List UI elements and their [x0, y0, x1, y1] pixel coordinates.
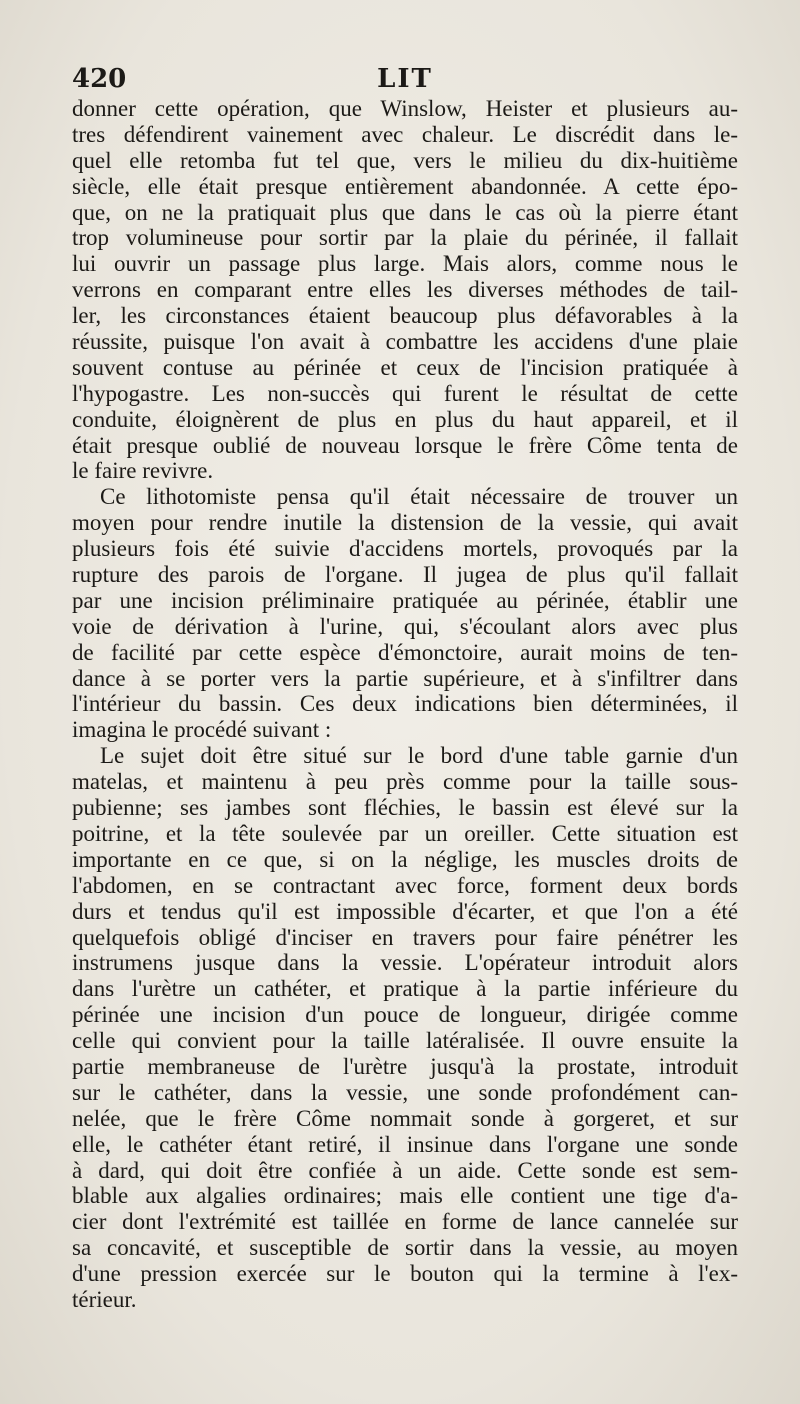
text-line: siècle, elle était presque entièrement abandonnée. A cette épo- — [72, 173, 738, 199]
text-line: imagina le procédé suivant : — [72, 717, 332, 743]
paragraph — [72, 96, 738, 484]
text-line: Ce lithotomiste pensa qu'il était nécessaire de trouver un — [100, 484, 738, 510]
text-line: réussite, puisque l'on avait à combattre les accidens d'une plaie — [72, 329, 738, 355]
paragraph — [72, 743, 738, 1313]
text-line: par une incision préliminaire pratiquée au périnée, établir une — [72, 587, 738, 613]
text-line: importante en ce que, si on la néglige, les muscles droits de — [72, 846, 738, 872]
running-title: LIT — [377, 64, 433, 94]
text-line: partie membraneuse de l'urètre jusqu'à la prostate, introduit — [72, 1053, 738, 1079]
text-line: quelquefois obligé d'inciser en travers pour faire pénétrer les — [72, 924, 738, 950]
text-line: de facilité par cette espèce d'émonctoire, aurait moins de ten- — [72, 639, 738, 665]
text-line: celle qui convient pour la taille latéralisée. Il ouvre ensuite la — [72, 1028, 738, 1054]
text-line: l'intérieur du bassin. Ces deux indications bien déterminées, il — [72, 691, 738, 717]
text-line: plusieurs fois été suivie d'accidens mortels, provoqués par la — [72, 536, 738, 562]
text-line: blable aux algalies ordinaires; mais elle contient une tige d'a- — [72, 1183, 738, 1209]
text-line: le faire revivre. — [72, 458, 214, 484]
text-line: poitrine, et la tête soulevée par un oreiller. Cette situation est — [72, 820, 738, 846]
text-line: térieur. — [72, 1286, 137, 1312]
text-line: elle, le cathéter étant retiré, il insinue dans l'organe une sonde — [72, 1131, 738, 1157]
text-line: tres défendirent vainement avec chaleur. Le discrédit dans le- — [72, 121, 738, 147]
text-line: nelée, que le frère Côme nommait sonde à gorgeret, et sur — [72, 1105, 738, 1131]
text-line: périnée une incision d'un pouce de longueur, dirigée comme — [72, 1002, 738, 1028]
text-line: lui ouvrir un passage plus large. Mais alors, comme nous le — [72, 251, 738, 277]
text-line: cier dont l'extrémité est taillée en forme de lance cannelée sur — [72, 1209, 738, 1235]
text-line: sa concavité, et susceptible de sortir dans la vessie, au moyen — [72, 1235, 738, 1261]
text-line: trop volumineuse pour sortir par la plaie du périnée, il fallait — [72, 225, 738, 251]
text-line: l'hypogastre. Les non-succès qui furent le résultat de cette — [72, 380, 738, 406]
page-number: 420 — [72, 64, 127, 94]
text-line: pubienne; ses jambes sont fléchies, le bassin est élevé sur la — [72, 795, 738, 821]
text-line: quel elle retomba fut tel que, vers le milieu du dix-huitième — [72, 147, 738, 173]
paragraph — [72, 484, 738, 743]
text-line: voie de dérivation à l'urine, qui, s'écoulant alors avec plus — [72, 613, 738, 639]
text-line: donner cette opération, que Winslow, Heister et plusieurs au- — [72, 96, 738, 121]
text-line: rupture des parois de l'organe. Il jugea de plus qu'il fallait — [72, 562, 738, 588]
text-line: dance à se porter vers la partie supérieure, et à s'infiltrer dans — [72, 665, 738, 691]
body-text — [72, 96, 738, 1313]
text-line: était presque oublié de nouveau lorsque le frère Côme tenta de — [72, 432, 738, 458]
text-line: d'une pression exercée sur le bouton qui la termine à l'ex- — [72, 1261, 738, 1287]
text-line: sur le cathéter, dans la vessie, une sonde profondément can- — [72, 1079, 738, 1105]
text-line: que, on ne la pratiquait plus que dans le cas où la pierre étant — [72, 199, 738, 225]
text-line: souvent contuse au périnée et ceux de l'incision pratiquée à — [72, 354, 738, 380]
text-line: instrumens jusque dans la vessie. L'opérateur introduit alors — [72, 950, 738, 976]
text-line: verrons en comparant entre elles les diverses méthodes de tail- — [72, 277, 738, 303]
text-line: ler, les circonstances étaient beaucoup plus défavorables à la — [72, 303, 738, 329]
text-line: moyen pour rendre inutile la distension de la vessie, qui avait — [72, 510, 738, 536]
text-line: à dard, qui doit être confiée à un aide. Cette sonde est sem- — [72, 1157, 738, 1183]
text-line: matelas, et maintenu à peu près comme pour la taille sous- — [72, 769, 738, 795]
text-line: dans l'urètre un cathéter, et pratique à la partie inférieure du — [72, 976, 738, 1002]
text-line: durs et tendus qu'il est impossible d'écarter, et que l'on a été — [72, 898, 738, 924]
page-header — [72, 62, 738, 98]
text-line: l'abdomen, en se contractant avec force, forment deux bords — [72, 872, 738, 898]
text-line: conduite, éloignèrent de plus en plus du haut appareil, et il — [72, 406, 738, 432]
text-line: Le sujet doit être situé sur le bord d'une table garnie d'un — [100, 743, 738, 769]
